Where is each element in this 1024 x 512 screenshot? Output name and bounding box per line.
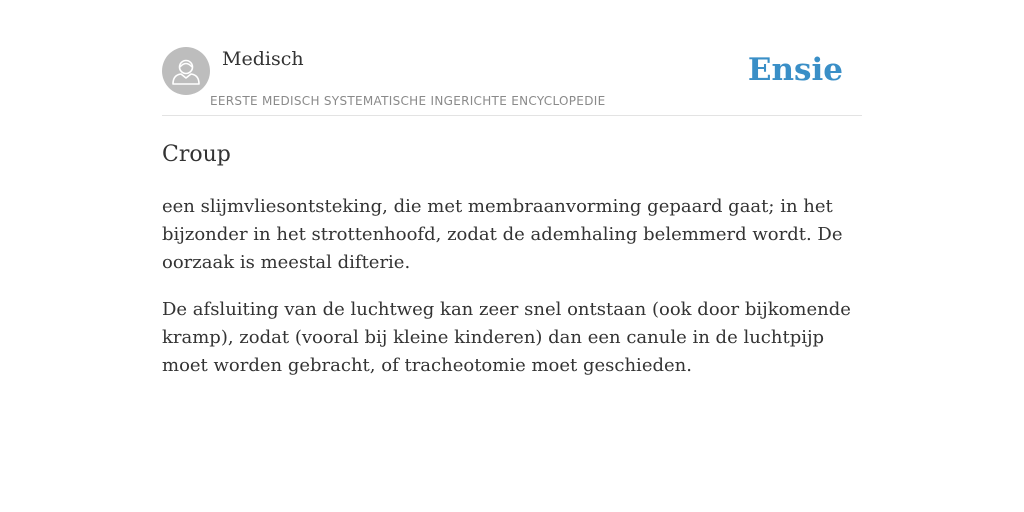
- paragraph: De afsluiting van de luchtweg kan zeer snel ontstaan (ook door bijkomende kramp), zodat (vooral bij kleine kinderen) dan een canule in de luchtpijp moet worden gebracht, of tracheotomie moet geschieden.: [162, 299, 851, 376]
- person-icon: [162, 47, 210, 95]
- header: [162, 47, 862, 116]
- paragraph: een slijmvliesontsteking, die met membraanvorming gepaard gaat; in het bijzonder in het strottenhoofd, zodat de ademhaling belemmerd wordt. De oorzaak is meestal difterie.: [162, 196, 843, 273]
- page: [162, 0, 862, 380]
- article-body: [162, 193, 862, 380]
- page-title: Croup: [162, 142, 231, 167]
- avatar[interactable]: [162, 47, 210, 95]
- author-subtitle: EERSTE MEDISCH SYSTEMATISCHE INGERICHTE ENCYCLOPEDIE: [210, 94, 606, 108]
- brand-logo[interactable]: Ensie: [747, 52, 843, 88]
- author-link[interactable]: Medisch: [222, 48, 304, 70]
